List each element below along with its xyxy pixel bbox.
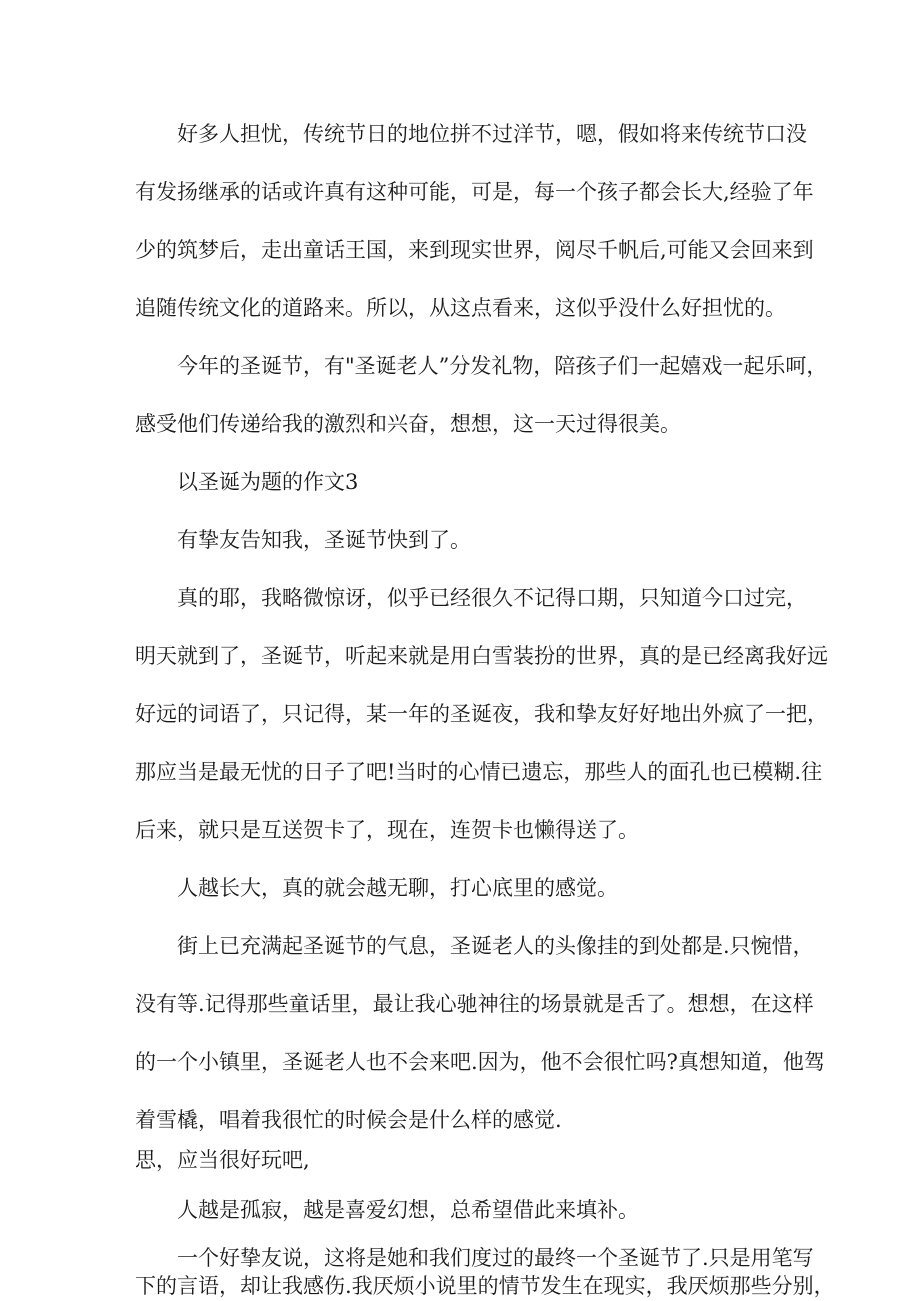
section-heading: 以圣诞为题的作文3	[177, 470, 359, 494]
text-line: 着雪橇，唱着我很忙的时候会是什么样的感觉.	[135, 1108, 562, 1132]
text-line: 追随传统文化的道路来。所以，从这点看来，这似乎没什么好担忧的。	[135, 296, 786, 320]
text-line: 感受他们传递给我的激烈和兴奋，想想，这一天过得很美。	[135, 412, 681, 436]
text-line: 下的言语，却让我感伤.我厌烦小说里的情节发生在现实，我厌烦那些分别，	[135, 1274, 835, 1298]
text-line: 那应当是最无忧的日子了吧!当时的心情已遗忘，那些人的面孔也已模糊.往	[135, 760, 823, 784]
text-line: 街上已充满起圣诞节的气息，圣诞老人的头像挂的到处都是.只惋惜，	[177, 934, 814, 958]
text-line: 真的耶，我略微惊讶，似乎已经很久不记得口期，只知道今口过完，	[177, 586, 807, 610]
text-line: 少的筑梦后，走出童话王国，来到现实世界，阅尽千帆后,可能又会回来到	[135, 238, 814, 262]
text-line: 明天就到了，圣诞节，听起来就是用白雪装扮的世界，真的是已经离我好远	[135, 644, 828, 668]
text-line: 的一个小镇里，圣诞老人也不会来吧.因为，他不会很忙吗?真想知道，他驾	[135, 1050, 825, 1074]
text-line: 没有等.记得那些童话里，最让我心驰神往的场景就是舌了。想想，在这样	[135, 992, 814, 1016]
text-line: 思，应当很好玩吧,	[135, 1148, 310, 1172]
text-line: 人越是孤寂，越是喜爱幻想，总希望借此来填补。	[177, 1198, 639, 1222]
text-line: 一个好挚友说，这将是她和我们度过的最终一个圣诞节了.只是用笔写	[177, 1246, 814, 1270]
text-line: 今年的圣诞节，有"圣诞老人”分发礼物，陪孩子们一起嬉戏一起乐呵，	[177, 354, 828, 378]
text-line: 好多人担忧，传统节日的地位拼不过洋节，嗯，假如将来传统节口没	[177, 122, 807, 146]
text-line: 有挚友告知我，圣诞节快到了。	[177, 528, 471, 552]
text-line: 有发扬继承的话或许真有这种可能，可是，每一个孩子都会长大,经验了年	[135, 180, 814, 204]
text-line: 好远的词语了，只记得，某一年的圣诞夜，我和挚友好好地出外疯了一把，	[135, 702, 828, 726]
text-line: 人越长大，真的就会越无聊，打心底里的感觉。	[177, 876, 618, 900]
text-line: 后来，就只是互送贺卡了，现在，连贺卡也懒得送了。	[135, 818, 639, 842]
